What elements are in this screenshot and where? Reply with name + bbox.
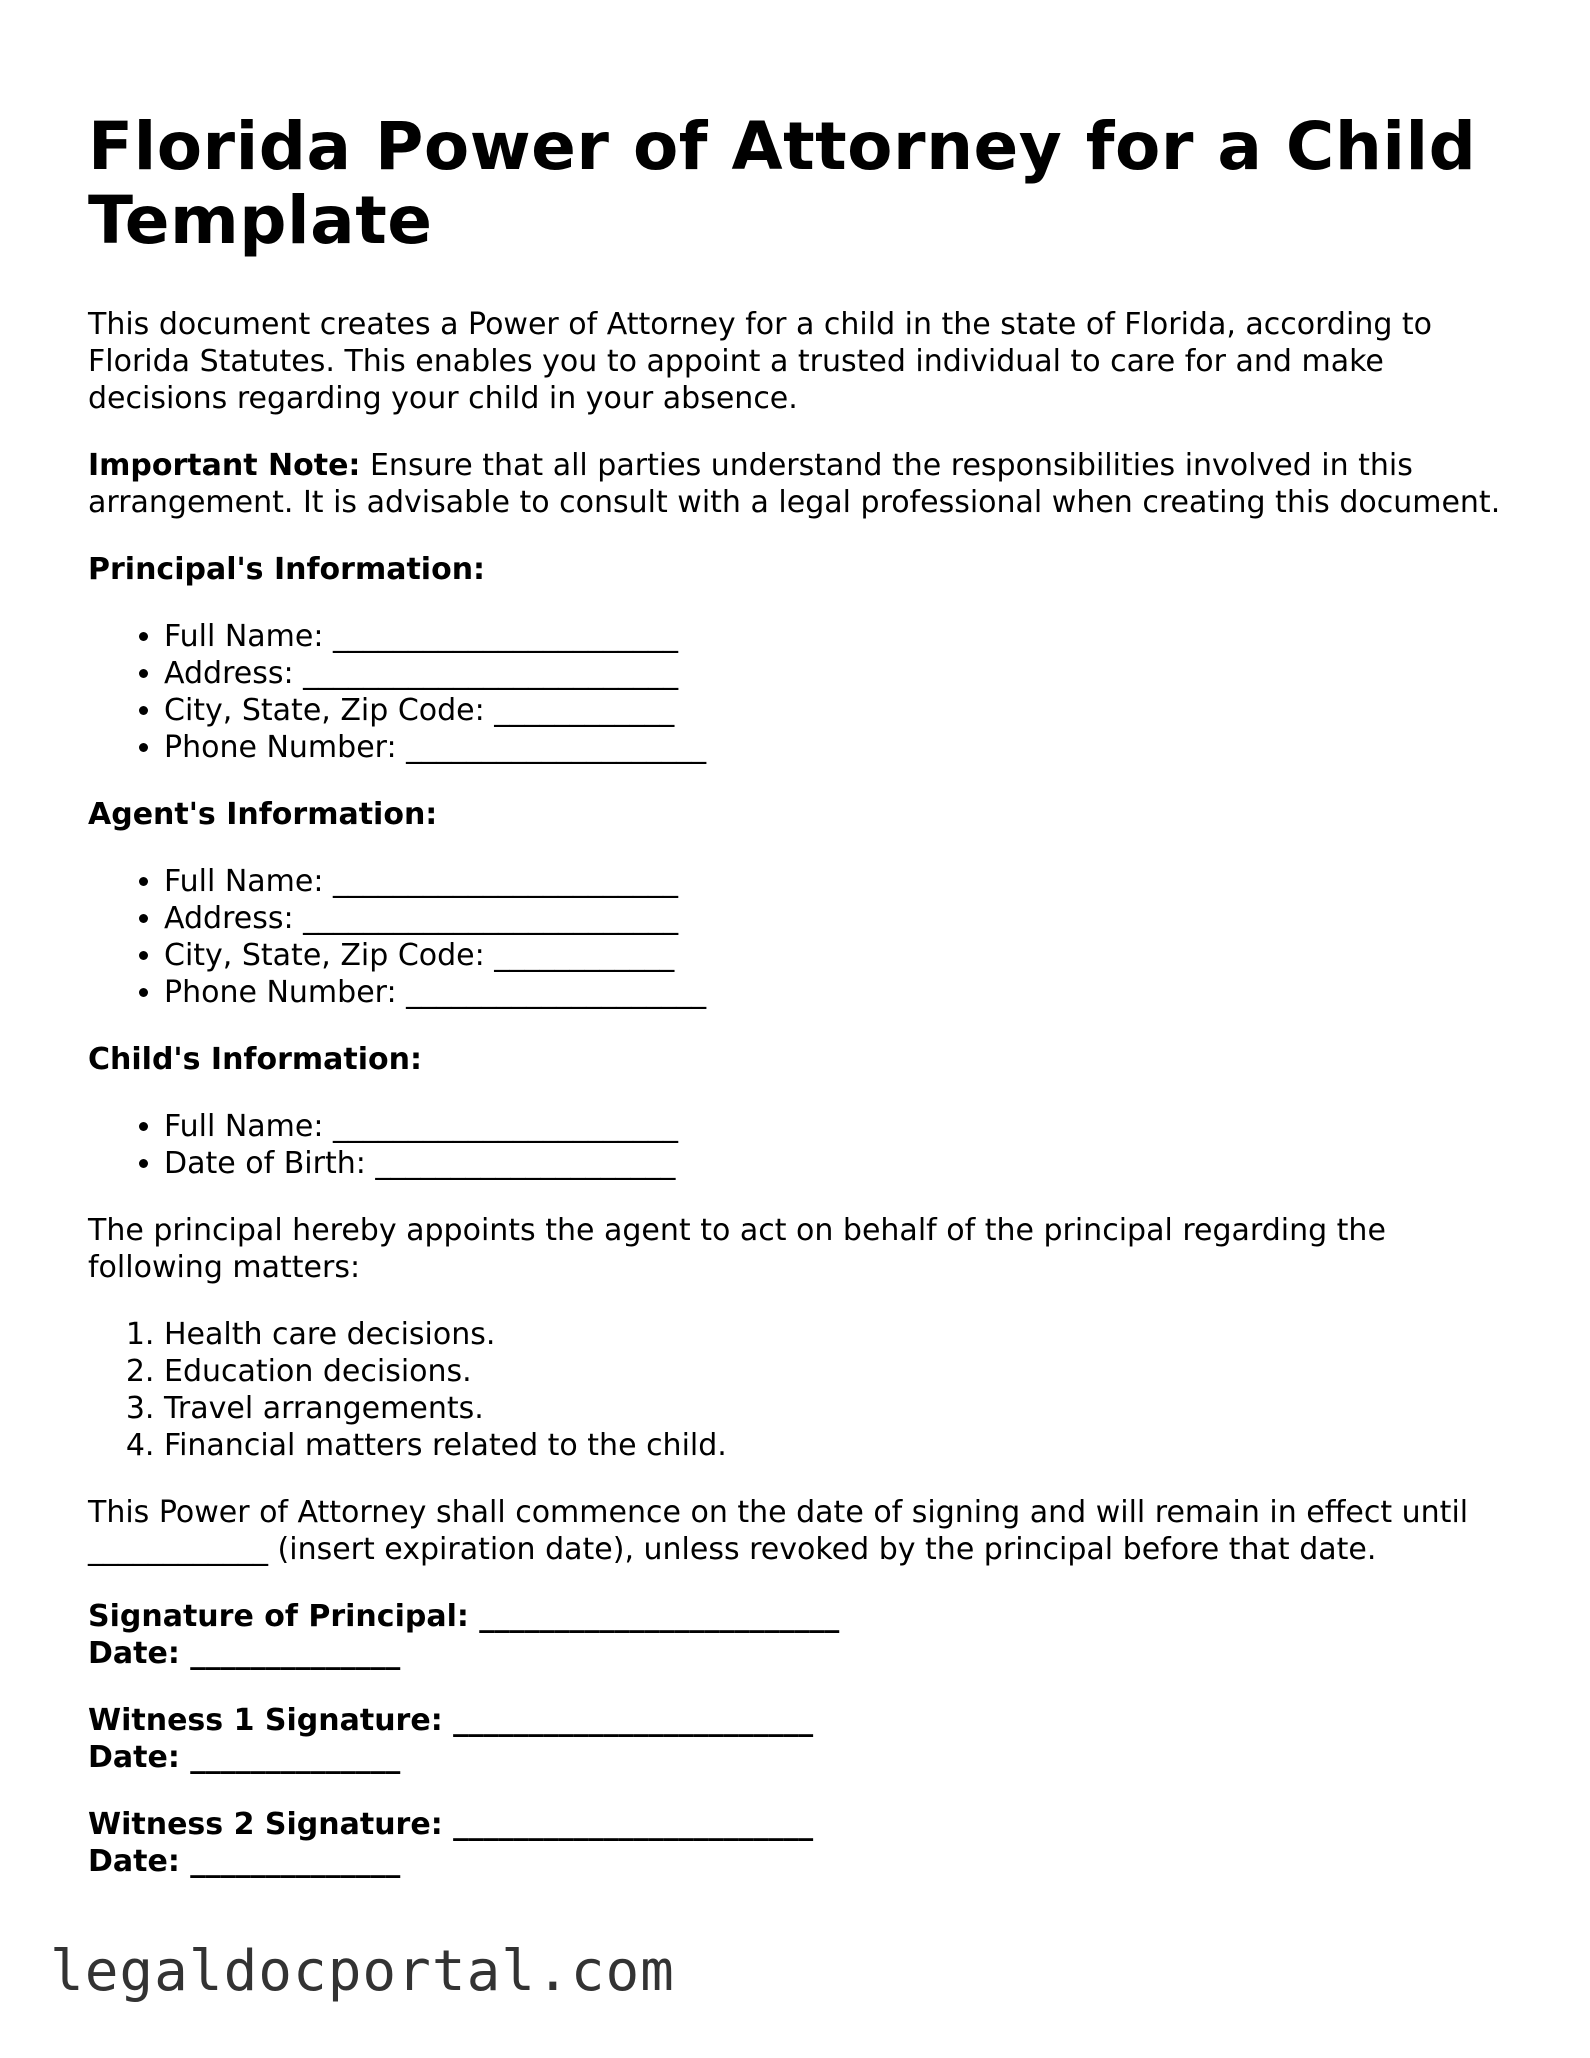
agent-phone-field: • Phone Number: ____________________ — [164, 974, 1508, 1011]
principal-full-name-field: • Full Name: _______________________ — [164, 618, 1508, 655]
page-title: Florida Power of Attorney for a Child Template — [88, 108, 1477, 259]
document-page — [88, 110, 1508, 1910]
child-fields — [88, 1108, 1508, 1182]
principal-fields — [88, 618, 1508, 766]
principal-city-state-zip-field: • City, State, Zip Code: ____________ — [164, 692, 1508, 729]
principal-phone-field: • Phone Number: ____________________ — [164, 729, 1508, 766]
principal-heading: Principal's Information: — [88, 552, 486, 587]
list-item: 2. Education decisions. — [164, 1353, 1508, 1390]
principal-address-field: • Address: _________________________ — [164, 655, 1508, 692]
child-heading: Child's Information: — [88, 1042, 422, 1077]
witness1-signature-date: Date: ______________ — [88, 1740, 401, 1775]
agent-heading: Agent's Information: — [88, 797, 438, 832]
important-note-text: Ensure that all parties understand the responsibilities involved in this arrangement. It is advisable to consult with a legal professional when creating this document. — [88, 448, 1501, 520]
agent-address-field: • Address: _________________________ — [164, 900, 1508, 937]
principal-signature-block — [88, 1598, 1508, 1672]
principal-signature-date: Date: ______________ — [88, 1636, 401, 1671]
witness2-signature-line: Witness 2 Signature: ________________________ — [88, 1807, 814, 1842]
child-full-name-field: • Full Name: _______________________ — [164, 1108, 1508, 1145]
list-item: 4. Financial matters related to the child. — [164, 1427, 1508, 1464]
appointment-paragraph: The principal hereby appoints the agent to act on behalf of the principal regarding the following matters: — [88, 1213, 1386, 1285]
term-paragraph: This Power of Attorney shall commence on the date of signing and will remain in effect until ____________ (insert expiration date), unless revoked by the principal before that date. — [88, 1495, 1469, 1567]
important-note — [88, 447, 1508, 521]
watermark: legaldocportal.com — [50, 1939, 675, 2004]
witness1-signature-block — [88, 1702, 1508, 1776]
agent-city-state-zip-field: • City, State, Zip Code: ____________ — [164, 937, 1508, 974]
intro-paragraph: This document creates a Power of Attorney for a child in the state of Florida, according to Florida Statutes. This enables you to appoint a trusted individual to care for and make decisions regarding your child in your absence. — [88, 307, 1433, 416]
witness1-signature-line: Witness 1 Signature: ________________________ — [88, 1703, 814, 1738]
principal-signature-line: Signature of Principal: ________________________ — [88, 1599, 840, 1634]
important-note-label: Important Note: — [88, 448, 361, 483]
child-dob-field: • Date of Birth: ____________________ — [164, 1145, 1508, 1182]
witness2-signature-date: Date: ______________ — [88, 1844, 401, 1879]
witness2-signature-block — [88, 1806, 1508, 1880]
agent-fields — [88, 863, 1508, 1011]
matters-list — [88, 1316, 1508, 1464]
list-item: 1. Health care decisions. — [164, 1316, 1508, 1353]
list-item: 3. Travel arrangements. — [164, 1390, 1508, 1427]
agent-full-name-field: • Full Name: _______________________ — [164, 863, 1508, 900]
